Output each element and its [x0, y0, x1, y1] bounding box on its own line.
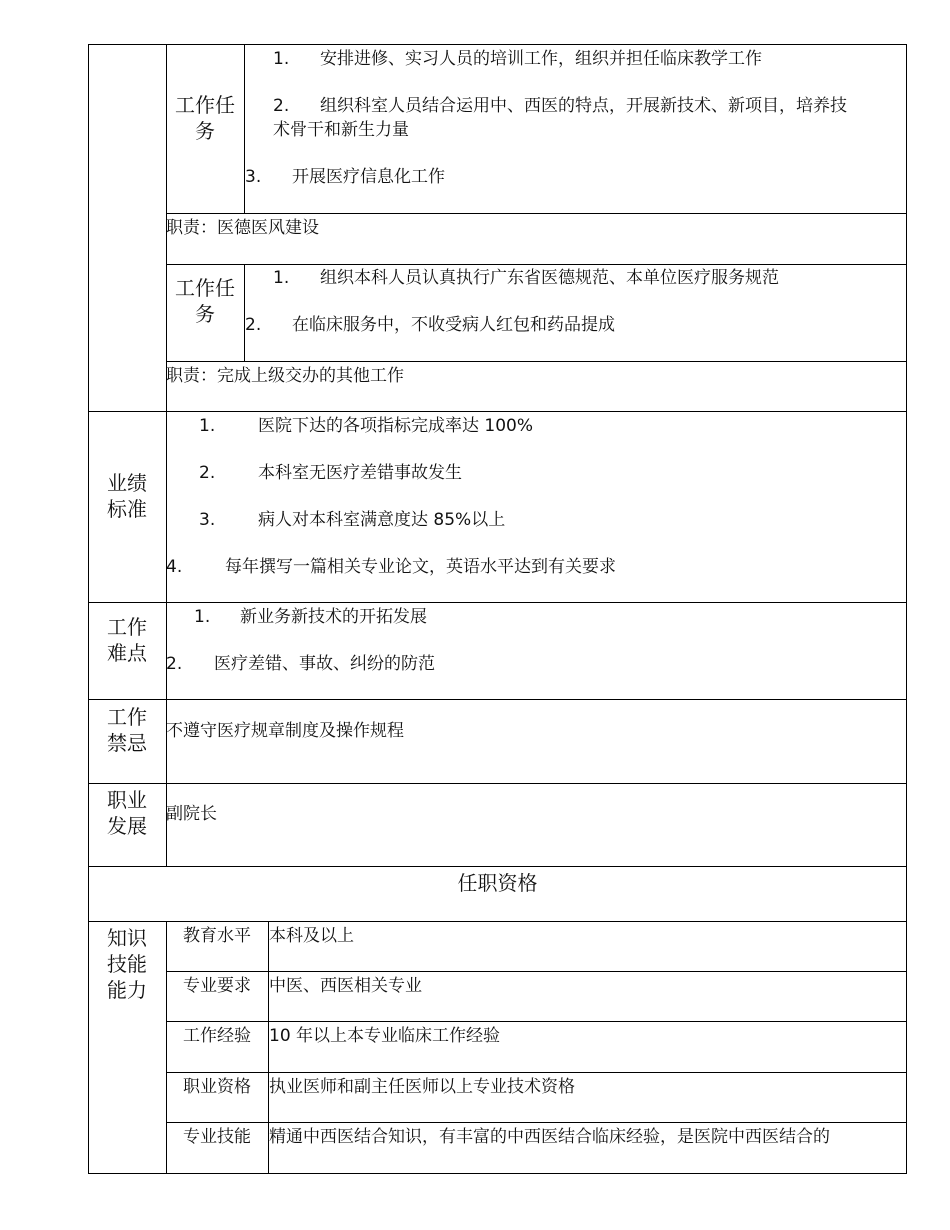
- qual-value-text: 中医、西医相关专业: [269, 976, 422, 996]
- qual-key: [166, 924, 268, 948]
- item-number: 3.: [199, 510, 216, 530]
- table-border-bottom: [88, 1173, 907, 1174]
- qual-value-text: 执业医师和副主任医师以上专业技术资格: [269, 1077, 575, 1097]
- qual-key-text: 职业资格: [183, 1077, 251, 1097]
- item-text: 在临床服务中，不收受病人红包和药品提成: [292, 315, 615, 335]
- performance-item-3: [199, 508, 505, 532]
- duty-ethics-title: [166, 216, 319, 240]
- section-divider: [88, 783, 907, 784]
- section-label-text: 业绩标准: [107, 471, 147, 521]
- task-label-top: [166, 92, 244, 144]
- section-divider: [88, 866, 907, 867]
- row-divider: [166, 264, 907, 265]
- qualifications-header: [88, 870, 907, 896]
- qual-row-divider: [166, 1021, 907, 1022]
- qual-key-text: 教育水平: [183, 926, 251, 946]
- qual-value: [269, 1075, 575, 1099]
- career-label: [102, 787, 152, 839]
- item-text: 本科室无医疗差错事故发生: [258, 463, 462, 483]
- qual-value-text: 10 年以上本专业临床工作经验: [269, 1026, 501, 1046]
- item-text: 医疗差错、事故、纠纷的防范: [214, 654, 435, 674]
- table-border-top: [88, 44, 907, 45]
- item-text: 每年撰写一篇相关专业论文，英语水平达到有关要求: [225, 557, 616, 577]
- item-number: 1.: [273, 268, 290, 288]
- qual-key: [166, 974, 268, 998]
- prohibitions-value: 不遵守医疗规章制度及操作规程: [166, 721, 404, 741]
- qual-value: [269, 974, 422, 998]
- task-item-3: [245, 165, 445, 189]
- qual-row-divider: [166, 1072, 907, 1073]
- item-number: 2.: [273, 96, 290, 116]
- prohibitions-text: [166, 719, 404, 743]
- item-text: 医院下达的各项指标完成率达 100%: [258, 416, 534, 436]
- task-item-2-continued: [273, 118, 409, 142]
- section-label-text: 工作禁忌: [107, 705, 147, 755]
- difficulty-item-2: [166, 652, 435, 676]
- table-border-left: [88, 44, 89, 1174]
- item-number: 2.: [199, 463, 216, 483]
- qualifications-label: [102, 925, 152, 1003]
- performance-item-2: [199, 461, 462, 485]
- item-text: 组织本科人员认真执行广东省医德规范、本单位医疗服务规范: [320, 268, 779, 288]
- item-text: 组织科室人员结合运用中、西医的特点，开展新技术、新项目，培养技: [320, 96, 847, 116]
- item-text: 安排进修、实习人员的培训工作，组织并担任临床教学工作: [320, 49, 762, 69]
- qual-key-text: 工作经验: [183, 1026, 251, 1046]
- section-divider: [88, 699, 907, 700]
- qual-key: [166, 1075, 268, 1099]
- qual-row-divider: [166, 971, 907, 972]
- section-divider: [88, 602, 907, 603]
- item-number: 2.: [166, 654, 183, 674]
- qual-value: [269, 1024, 500, 1048]
- duty-other-title: [166, 364, 404, 388]
- task-item-2: [273, 94, 847, 118]
- qual-value: [269, 1125, 830, 1149]
- difficulties-label: [102, 614, 152, 666]
- qual-value-text: 本科及以上: [269, 926, 354, 946]
- qual-key-text: 专业要求: [183, 976, 251, 996]
- section-divider: [88, 411, 907, 412]
- qual-key: [166, 1125, 268, 1149]
- qual-value: [269, 924, 354, 948]
- section-divider: [88, 921, 907, 922]
- item-number: 4.: [166, 557, 183, 577]
- item-text: 新业务新技术的开拓发展: [240, 607, 427, 627]
- item-number: 3.: [245, 167, 262, 187]
- duty-title-text: 职责：完成上级交办的其他工作: [166, 366, 404, 386]
- career-value: 副院长: [166, 804, 217, 824]
- difficulty-item-1: [194, 605, 427, 629]
- prohibitions-label: [102, 704, 152, 756]
- item-number: 1.: [199, 416, 216, 436]
- item-text: 病人对本科室满意度达 85%以上: [258, 510, 506, 530]
- section-label-text: 职业发展: [107, 788, 147, 838]
- qual-key-text: 专业技能: [183, 1127, 251, 1147]
- row-divider: [166, 361, 907, 362]
- section-label-text: 工作难点: [107, 615, 147, 665]
- performance-label: [102, 470, 152, 522]
- task-label-ethics: [166, 275, 244, 327]
- qualifications-header-text: 任职资格: [457, 871, 538, 895]
- performance-item-4: [166, 555, 616, 579]
- item-number: 1.: [194, 607, 211, 627]
- qual-row-divider: [166, 1122, 907, 1123]
- section-label-text: 知识技能能力: [107, 926, 147, 1002]
- item-text: 术骨干和新生力量: [273, 120, 409, 140]
- task-item-1: [273, 47, 762, 71]
- row-divider: [166, 213, 907, 214]
- item-number: 2.: [245, 315, 262, 335]
- qual-value-text: 精通中西医结合知识，有丰富的中西医结合临床经验，是医院中西医结合的: [269, 1127, 830, 1147]
- career-text: [166, 802, 217, 826]
- qual-key: [166, 1024, 268, 1048]
- performance-item-1: [199, 414, 533, 438]
- duty-title-text: 职责：医德医风建设: [166, 218, 319, 238]
- ethics-item-1: [273, 266, 779, 290]
- task-label-text: 工作任务: [175, 276, 235, 326]
- label-column-divider: [166, 44, 167, 867]
- ethics-item-2: [245, 313, 615, 337]
- task-label-text: 工作任务: [175, 93, 235, 143]
- item-number: 1.: [273, 49, 290, 69]
- item-text: 开展医疗信息化工作: [292, 167, 445, 187]
